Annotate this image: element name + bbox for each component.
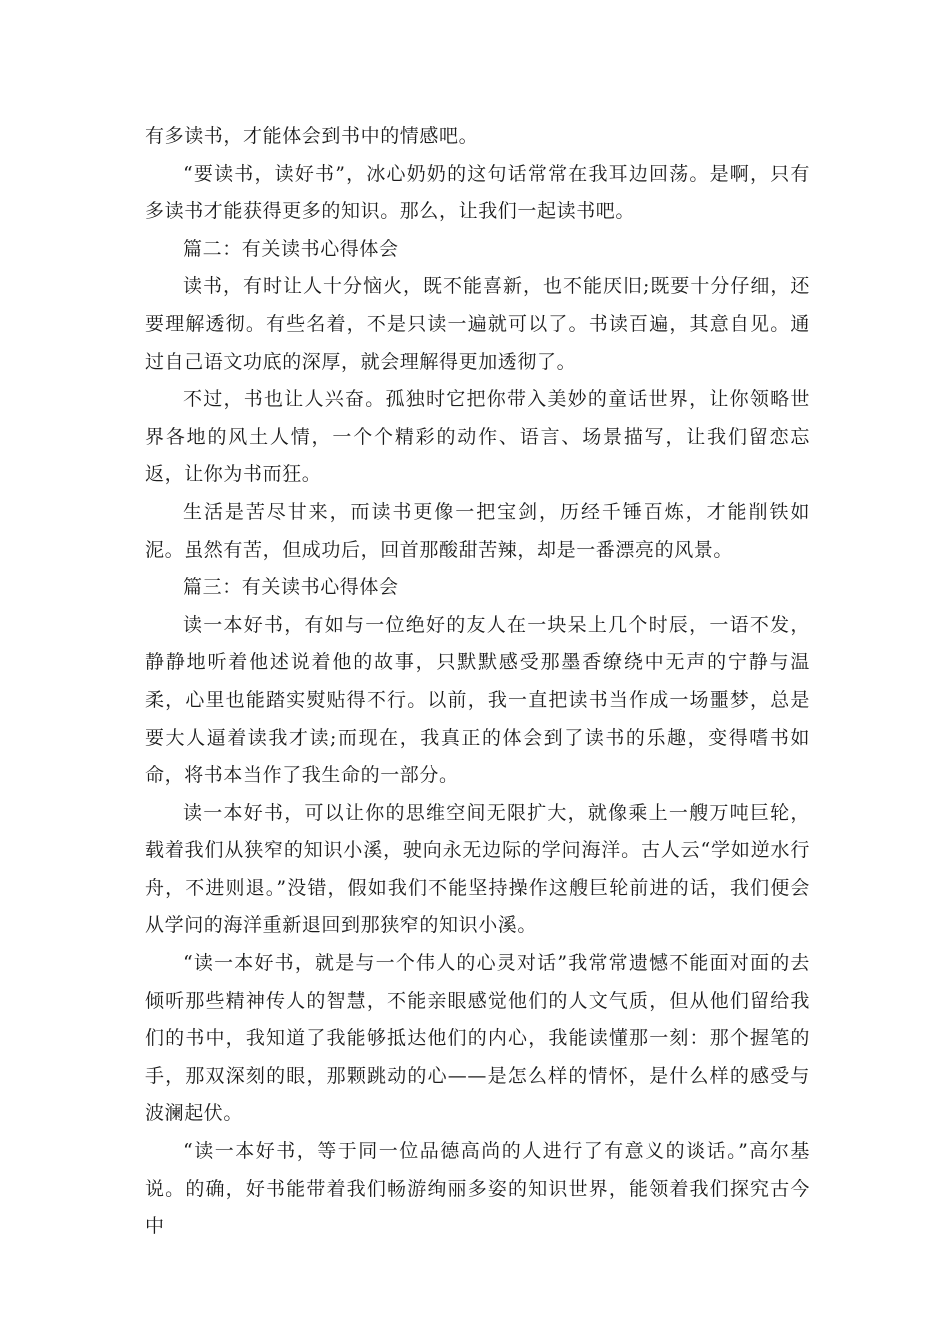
document-body bbox=[145, 118, 810, 1246]
paragraph: 读一本好书，可以让你的思维空间无限扩大，就像乘上一艘万吨巨轮，载着我们从狭窄的知识小溪，驶向永无边际的学问海洋。古人云“学如逆水行舟，不进则退。”没错，假如我们不能坚持操作这艘巨轮前进的话，我们便会从学问的海洋重新退回到那狭窄的知识小溪。 bbox=[145, 801, 810, 937]
paragraph-continuation: 有多读书，才能体会到书中的情感吧。 bbox=[145, 125, 479, 147]
paragraph: 生活是苦尽甘来，而读书更像一把宝剑，历经千锤百炼，才能削铁如泥。虽然有苦，但成功后，回首那酸甜苦辣，却是一番漂亮的风景。 bbox=[145, 500, 810, 561]
paragraph: 不过，书也让人兴奋。孤独时它把你带入美妙的童话世界，让你领略世界各地的风土人情，一个个精彩的动作、语言、场景描写，让我们留恋忘返，让你为书而狂。 bbox=[145, 388, 810, 486]
paragraph: “要读书，读好书”，冰心奶奶的这句话常常在我耳边回荡。是啊，只有多读书才能获得更多的知识。那么，让我们一起读书吧。 bbox=[145, 162, 810, 223]
paragraph: 读一本好书，有如与一位绝好的友人在一块呆上几个时辰，一语不发，静静地听着他述说着他的故事，只默默感受那墨香缭绕中无声的宁静与温柔，心里也能踏实熨贴得不行。以前，我一直把读书当作成一场噩梦，总是要大人逼着读我才读;而现在，我真正的体会到了读书的乐趣，变得嗜书如命，将书本当作了我生命的一部分。 bbox=[145, 613, 810, 787]
section-heading: 篇三：有关读书心得体会 bbox=[183, 576, 399, 599]
paragraph: 读书，有时让人十分恼火，既不能喜新，也不能厌旧;既要十分仔细，还要理解透彻。有些名着，不是只读一遍就可以了。书读百遍，其意自见。通过自己语文功底的深厚，就会理解得更加透彻了。 bbox=[145, 275, 810, 373]
paragraph: “读一本好书，等于同一位品德高尚的人进行了有意义的谈话。”高尔基说。的确，好书能带着我们畅游绚丽多姿的知识世界，能领着我们探究古今中 bbox=[145, 1140, 810, 1238]
section-heading: 篇二：有关读书心得体会 bbox=[183, 237, 399, 260]
paragraph: “读一本好书，就是与一个伟人的心灵对话”我常常遗憾不能面对面的去倾听那些精神传人的智慧，不能亲眼感觉他们的人文气质，但从他们留给我们的书中，我知道了我能够抵达他们的内心，我能读懂那一刻：那个握笔的手，那双深刻的眼，那颗跳动的心——是怎么样的情怀，是什么样的感受与波澜起伏。 bbox=[145, 952, 810, 1125]
